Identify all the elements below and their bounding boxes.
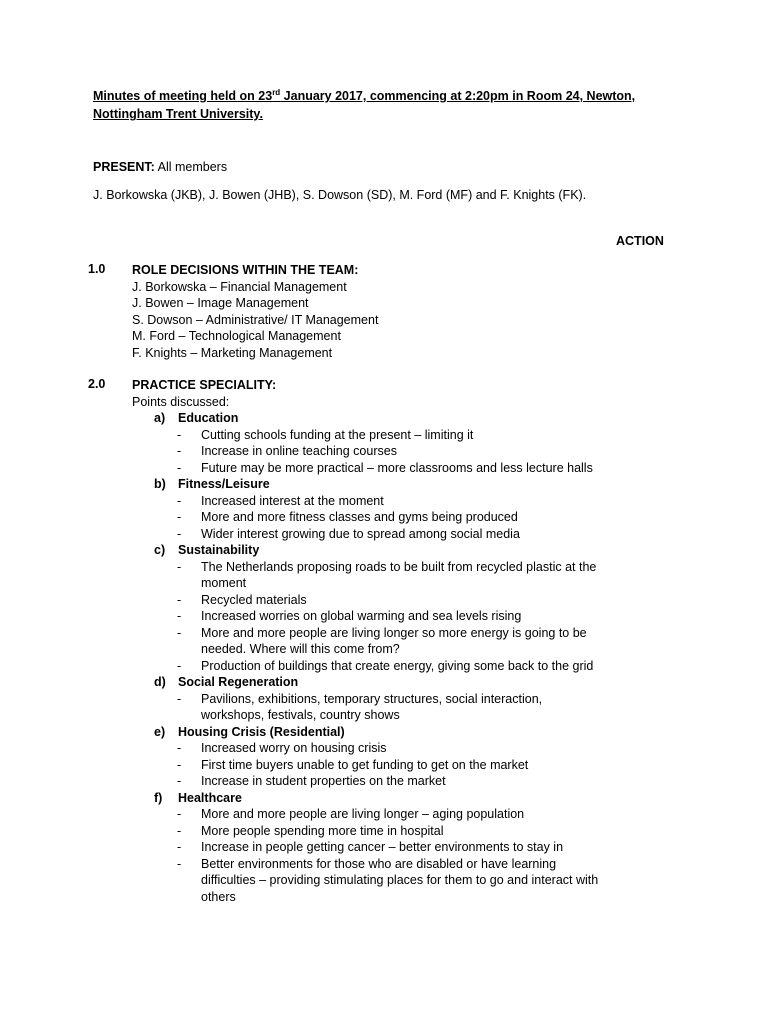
list-item: [132, 559, 612, 592]
present-label: PRESENT:: [93, 160, 155, 174]
category-letter: f): [154, 790, 163, 805]
category-heading: [132, 542, 612, 559]
category-fitness-leisure: [132, 476, 612, 542]
section-number: 2.0: [88, 377, 106, 391]
list-item: [132, 608, 612, 625]
list-item-text: Pavilions, exhibitions, temporary structures, social interaction, workshops, festivals, country shows: [201, 691, 543, 722]
role-item: M. Ford – Technological Management: [132, 329, 341, 343]
list-item-text: Future may be more practical – more classrooms and less lecture halls: [201, 460, 593, 475]
dash-bullet-icon: -: [177, 444, 182, 458]
dash-bullet-icon: -: [177, 741, 182, 755]
list-item: [132, 509, 612, 526]
title-ordinal-suffix: rd: [272, 87, 281, 97]
section-title: PRACTICE SPECIALITY:: [132, 378, 277, 392]
dash-bullet-icon: -: [177, 609, 182, 623]
list-item: [132, 773, 612, 790]
role-item: J. Borkowska – Financial Management: [132, 279, 347, 294]
category-name: Healthcare: [178, 790, 242, 805]
dash-bullet-icon: -: [177, 559, 182, 574]
category-letter: b): [154, 477, 166, 491]
list-item: [132, 757, 612, 774]
category-name: Education: [178, 411, 239, 425]
list-item-text: Cutting schools funding at the present – limiting it: [201, 427, 474, 442]
section-number: 1.0: [88, 262, 106, 276]
category-heading: [132, 724, 612, 741]
category-heading: [132, 790, 612, 807]
list-item-text: More and more fitness classes and gyms being produced: [201, 510, 518, 524]
list-item-text: More and more people are living longer so more energy is going to be needed. Where will this come from?: [201, 625, 587, 656]
category-heading: [132, 674, 612, 691]
title-text-start: Minutes of meeting held on 23: [93, 89, 273, 103]
role-item: S. Dowson – Administrative/ IT Management: [132, 312, 379, 327]
action-column-heading: ACTION: [616, 234, 664, 248]
list-item: [132, 823, 612, 840]
dash-bullet-icon: -: [177, 493, 182, 508]
list-item-text: Increased interest at the moment: [201, 493, 384, 508]
dash-bullet-icon: -: [177, 592, 182, 607]
dash-bullet-icon: -: [177, 691, 182, 706]
list-item-text: More and more people are living longer – aging population: [201, 807, 525, 821]
category-name: Social Regeneration: [178, 675, 299, 689]
category-social-regeneration: [132, 674, 612, 724]
list-item: [132, 625, 612, 658]
category-education: [132, 410, 612, 476]
category-housing-crisis: [132, 724, 612, 790]
list-item: [132, 460, 612, 477]
section-body: [132, 262, 612, 361]
dash-bullet-icon: -: [177, 774, 182, 788]
dash-bullet-icon: -: [177, 625, 182, 640]
list-item: [132, 427, 612, 444]
section-intro: Points discussed:: [132, 394, 230, 409]
dash-bullet-icon: -: [177, 807, 182, 821]
dash-bullet-icon: -: [177, 840, 182, 854]
category-name: Fitness/Leisure: [178, 477, 270, 491]
list-item-text: Production of buildings that create energy, giving some back to the grid: [201, 658, 594, 673]
list-item: [132, 493, 612, 510]
category-letter: a): [154, 411, 166, 425]
dash-bullet-icon: -: [177, 510, 182, 524]
list-item-text: Increase in student properties on the market: [201, 774, 446, 788]
list-item: [132, 691, 612, 724]
dash-bullet-icon: -: [177, 427, 182, 442]
list-item-text: First time buyers unable to get funding to get on the market: [201, 757, 529, 772]
list-item-text: Increase in people getting cancer – better environments to stay in: [201, 840, 564, 854]
present-value: All members: [154, 160, 228, 174]
category-name: Sustainability: [178, 543, 260, 557]
present-line: [93, 160, 227, 174]
list-item-text: Increased worry on housing crisis: [201, 741, 387, 755]
category-heading: [132, 476, 612, 493]
list-item: [132, 658, 612, 675]
dash-bullet-icon: -: [177, 658, 182, 673]
list-item-text: Increase in online teaching courses: [201, 444, 397, 458]
list-item: [132, 806, 612, 823]
category-healthcare: [132, 790, 612, 906]
list-item: [132, 526, 612, 543]
list-item: [132, 839, 612, 856]
role-item: J. Bowen – Image Management: [132, 296, 309, 310]
list-item: [132, 740, 612, 757]
list-item-text: Better environments for those who are disabled or have learning difficulties – providing stimulating places for them to go and interact with others: [201, 856, 599, 904]
category-heading: [132, 410, 612, 427]
list-item: [132, 592, 612, 609]
dash-bullet-icon: -: [177, 823, 182, 838]
category-sustainability: [132, 542, 612, 674]
section-body: [132, 377, 612, 905]
list-item-text: The Netherlands proposing roads to be built from recycled plastic at the moment: [201, 559, 597, 590]
list-item-text: More people spending more time in hospital: [201, 823, 444, 838]
list-item-text: Recycled materials: [201, 592, 307, 607]
meeting-title: [93, 87, 653, 123]
dash-bullet-icon: -: [177, 460, 182, 475]
title-text-end: January 2017, commencing at 2:20pm in Room 24, Newton, Nottingham Trent University.: [93, 89, 636, 121]
list-item: [132, 443, 612, 460]
dash-bullet-icon: -: [177, 526, 182, 541]
attendee-list: J. Borkowska (JKB), J. Bowen (JHB), S. Dowson (SD), M. Ford (MF) and F. Knights (FK).: [93, 188, 587, 202]
category-letter: c): [154, 543, 166, 557]
category-letter: d): [154, 675, 166, 689]
dash-bullet-icon: -: [177, 757, 182, 772]
list-item-text: Wider interest growing due to spread among social media: [201, 526, 520, 541]
category-letter: e): [154, 724, 166, 739]
category-name: Housing Crisis (Residential): [178, 724, 345, 739]
section-title: ROLE DECISIONS WITHIN THE TEAM:: [132, 263, 359, 277]
list-item-text: Increased worries on global warming and sea levels rising: [201, 609, 522, 623]
dash-bullet-icon: -: [177, 856, 182, 871]
role-item: F. Knights – Marketing Management: [132, 345, 333, 360]
list-item: [132, 856, 612, 906]
